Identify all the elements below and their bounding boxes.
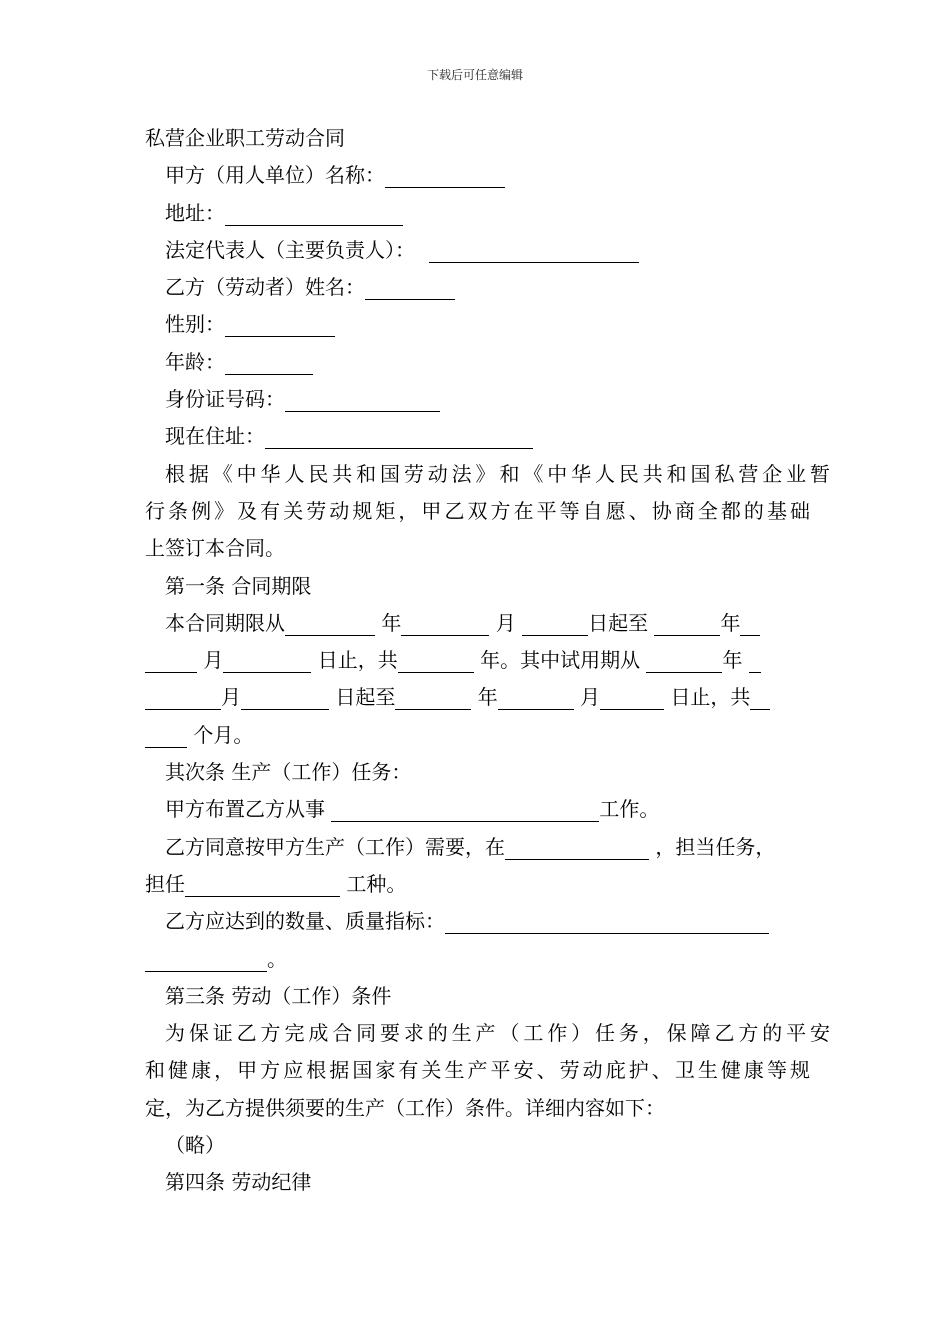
month-label: 月 bbox=[203, 648, 224, 673]
article-2-paragraph-3-line-1 bbox=[145, 903, 810, 940]
probation-start-month-blank-cont bbox=[145, 685, 221, 710]
month-label: 月 bbox=[221, 685, 241, 710]
probation-end-year-blank bbox=[395, 685, 471, 710]
agree-need-label: 乙方同意按甲方生产（工作）需要，在 bbox=[165, 834, 505, 859]
serve-as-label: 担任 bbox=[145, 871, 185, 896]
end-year-blank bbox=[654, 611, 720, 636]
article-3-omitted: （略） bbox=[165, 1133, 225, 1158]
period-mark: 。 bbox=[267, 946, 287, 971]
article-4-title: 第四条 劳动纪律 bbox=[165, 1170, 312, 1195]
age-blank bbox=[225, 350, 313, 375]
article-2-title: 其次条 生产（工作）任务： bbox=[165, 760, 412, 785]
id-number-label: 身份证号码： bbox=[165, 387, 285, 412]
article-3-title: 第三条 劳动（工作）条件 bbox=[165, 983, 392, 1008]
article-3-line-3: 定，为乙方提供须要的生产（工作）条件。详细内容如下： bbox=[145, 1095, 665, 1120]
job-type-blank bbox=[185, 872, 340, 897]
article-1-title: 第一条 合同期限 bbox=[165, 573, 312, 598]
current-address-blank bbox=[265, 424, 533, 449]
current-address-label: 现在住址： bbox=[165, 424, 265, 449]
start-month-blank bbox=[401, 611, 489, 636]
department-blank bbox=[505, 835, 649, 860]
month-label: 月 bbox=[495, 610, 516, 635]
document-title: 私营企业职工劳动合同 bbox=[145, 126, 345, 150]
probation-start-year-blank bbox=[646, 648, 722, 673]
party-a-name-line bbox=[145, 157, 810, 194]
end-day-blank bbox=[223, 648, 311, 673]
gender-label: 性别： bbox=[165, 312, 225, 337]
age-line bbox=[145, 344, 810, 381]
probation-end-month-blank bbox=[498, 685, 574, 710]
article-2-paragraph-2-line-2 bbox=[145, 866, 810, 903]
year-label: 年 bbox=[720, 610, 741, 635]
probation-from-label: 年。其中试用期从 bbox=[480, 648, 641, 673]
year-label: 年 bbox=[381, 610, 402, 635]
article-3-line-1: 为保证乙方完成合同要求的生产（工作）任务，保障乙方的平安 bbox=[165, 1021, 830, 1046]
legal-rep-blank bbox=[429, 238, 639, 263]
age-label: 年龄： bbox=[165, 349, 225, 374]
intro-paragraph-line-2: 行条例》及有关劳动规矩，甲乙双方在平等自愿、协商全都的基础 bbox=[145, 498, 810, 523]
party-a-name-label: 甲方（用人单位）名称： bbox=[165, 163, 385, 188]
year-label: 年 bbox=[722, 648, 743, 673]
work-suffix: 工作。 bbox=[599, 797, 660, 822]
address-blank bbox=[225, 201, 403, 226]
job-type-suffix: 工种。 bbox=[346, 871, 407, 896]
day-end-total-label: 日止，共 bbox=[317, 648, 398, 673]
gender-blank bbox=[225, 312, 335, 337]
article-1-line-3 bbox=[145, 679, 810, 716]
total-years-blank bbox=[398, 648, 474, 673]
article-3-line-2: 和健康，甲方应根据国家有关生产平安、劳动庇护、卫生健康等规 bbox=[145, 1058, 810, 1083]
address-line bbox=[145, 195, 810, 232]
article-1-line-1 bbox=[145, 605, 810, 642]
intro-paragraph-line-3: 上签订本合同。 bbox=[145, 536, 285, 561]
take-task-label: ，担当任务， bbox=[655, 834, 776, 859]
year-label: 年 bbox=[477, 685, 498, 710]
article-2-paragraph-2-line-1 bbox=[145, 829, 810, 866]
contract-document bbox=[145, 120, 830, 1202]
party-b-name-line bbox=[145, 269, 810, 306]
quota-blank-cont bbox=[145, 947, 267, 972]
article-2-paragraph-1 bbox=[145, 791, 810, 828]
work-type-blank bbox=[331, 797, 599, 822]
header-note: 下载后可任意编辑 bbox=[426, 68, 523, 82]
article-1-line-2 bbox=[145, 642, 810, 679]
party-b-name-label: 乙方（劳动者）姓名： bbox=[165, 275, 365, 300]
end-month-blank-cont bbox=[145, 648, 197, 673]
months-label: 个月。 bbox=[193, 722, 254, 747]
party-a-name-blank bbox=[385, 163, 505, 188]
day-from-to-label: 日起至 bbox=[335, 685, 396, 710]
probation-months-blank-cont bbox=[145, 723, 187, 748]
legal-rep-label: 法定代表人（主要负责人）： bbox=[165, 237, 415, 262]
month-label: 月 bbox=[580, 685, 601, 710]
start-day-blank bbox=[522, 611, 588, 636]
day-end-total-label: 日止，共 bbox=[670, 685, 751, 710]
article-2-paragraph-3-line-2 bbox=[145, 941, 810, 978]
legal-rep-line bbox=[145, 232, 810, 269]
term-from-label: 本合同期限从 bbox=[165, 610, 285, 635]
probation-months-blank-part bbox=[750, 685, 770, 710]
quota-blank bbox=[445, 909, 769, 934]
probation-end-day-blank bbox=[600, 685, 664, 710]
address-label: 地址： bbox=[165, 200, 225, 225]
start-year-blank bbox=[285, 611, 375, 636]
gender-line bbox=[145, 306, 810, 343]
current-address-line bbox=[145, 418, 810, 455]
intro-paragraph-line-1: 根据《中华人民共和国劳动法》和《中华人民共和国私营企业暂 bbox=[165, 461, 830, 486]
probation-start-month-blank-part bbox=[749, 648, 761, 673]
party-b-name-blank bbox=[365, 275, 455, 300]
probation-start-day-blank bbox=[241, 685, 329, 710]
article-1-line-4 bbox=[145, 717, 810, 754]
day-from-to-label: 日起至 bbox=[588, 610, 649, 635]
end-month-blank-part bbox=[740, 611, 760, 636]
quota-label: 乙方应达到的数量、质量指标： bbox=[165, 909, 445, 934]
id-number-blank bbox=[285, 387, 440, 412]
assigned-work-label: 甲方布置乙方从事 bbox=[165, 797, 325, 822]
id-number-line bbox=[145, 381, 810, 418]
